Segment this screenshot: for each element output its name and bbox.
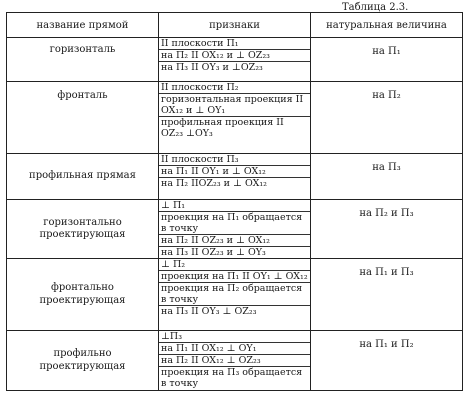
row-signs <box>159 38 311 82</box>
row-name: профильная прямая <box>7 154 159 200</box>
sign-item: ⊥ П₂ <box>161 259 186 270</box>
sign-item: проекция на П₃ обращается в точку <box>159 366 310 389</box>
row-natural: на П₁ и П₂ <box>311 331 463 391</box>
table-row <box>7 200 463 259</box>
sign-item: II плоскости П₁ <box>161 38 239 49</box>
header-natural: натуральная величина <box>311 13 463 38</box>
row-natural: на П₁ <box>311 38 463 82</box>
row-natural: на П₁ и П₃ <box>311 259 463 331</box>
sign-item: на П₂ II OX₁₂ и ⊥ OZ₂₃ <box>159 49 310 61</box>
table-row <box>7 154 463 200</box>
header-row <box>7 13 463 38</box>
header-name: название прямой <box>7 13 159 38</box>
sign-item: на П₂ II OX₁₂ ⊥ OZ₂₃ <box>159 354 310 366</box>
sign-item: на П₂ IIOZ₂₃ и ⊥ OX₁₂ <box>159 177 310 189</box>
sign-item: профильная проекция II OZ₂₃ ⊥OY₃ <box>159 116 310 139</box>
sign-item: горизонтальная проекция II OX₁₂ и ⊥ OY₁ <box>159 93 310 116</box>
sign-item: на П₃ II OY₃ ⊥ OZ₂₃ <box>159 305 310 317</box>
sign-item: на П₂ II OZ₂₃ и ⊥ OX₁₂ <box>159 234 310 246</box>
sign-item: на П₁ II OX₁₂ ⊥ OY₁ <box>159 342 310 354</box>
row-name: горизонтально проектирующая <box>7 200 159 259</box>
sign-item: II плоскости П₃ <box>161 154 239 165</box>
lines-table <box>6 12 463 391</box>
sign-item: проекция на П₁ обращается в точку <box>159 211 310 234</box>
row-natural: на П₂ <box>311 82 463 154</box>
row-signs <box>159 154 311 200</box>
row-natural: на П₃ <box>311 154 463 200</box>
row-name: фронтально проектирующая <box>7 259 159 331</box>
row-name: профильно проектирующая <box>7 331 159 391</box>
row-natural: на П₂ и П₃ <box>311 200 463 259</box>
sign-item: проекция на П₁ II OY₁ ⊥ OX₁₂ <box>159 270 310 282</box>
row-signs <box>159 331 311 391</box>
table-row <box>7 82 463 154</box>
sign-item: II плоскости П₂ <box>161 82 239 93</box>
table-row <box>7 331 463 391</box>
header-signs: признаки <box>159 13 311 38</box>
sign-item: ⊥ П₁ <box>161 200 186 211</box>
row-name: фронталь <box>7 82 159 154</box>
table-caption: Таблица 2.3. <box>342 2 409 13</box>
sign-item: на П₁ II OY₁ и ⊥ OX₁₂ <box>159 165 310 177</box>
row-name: горизонталь <box>7 38 159 82</box>
sign-item: проекция на П₂ обращается в точку <box>159 282 310 305</box>
row-signs <box>159 200 311 259</box>
table-row <box>7 259 463 331</box>
row-signs <box>159 82 311 154</box>
sign-item: на П₃ II OZ₂₃ и ⊥ OY₃ <box>159 246 310 258</box>
row-signs <box>159 259 311 331</box>
table-row <box>7 38 463 82</box>
sign-item: ⊥П₃ <box>161 331 183 342</box>
sign-item: на П₃ II OY₃ и ⊥OZ₂₃ <box>159 61 310 73</box>
